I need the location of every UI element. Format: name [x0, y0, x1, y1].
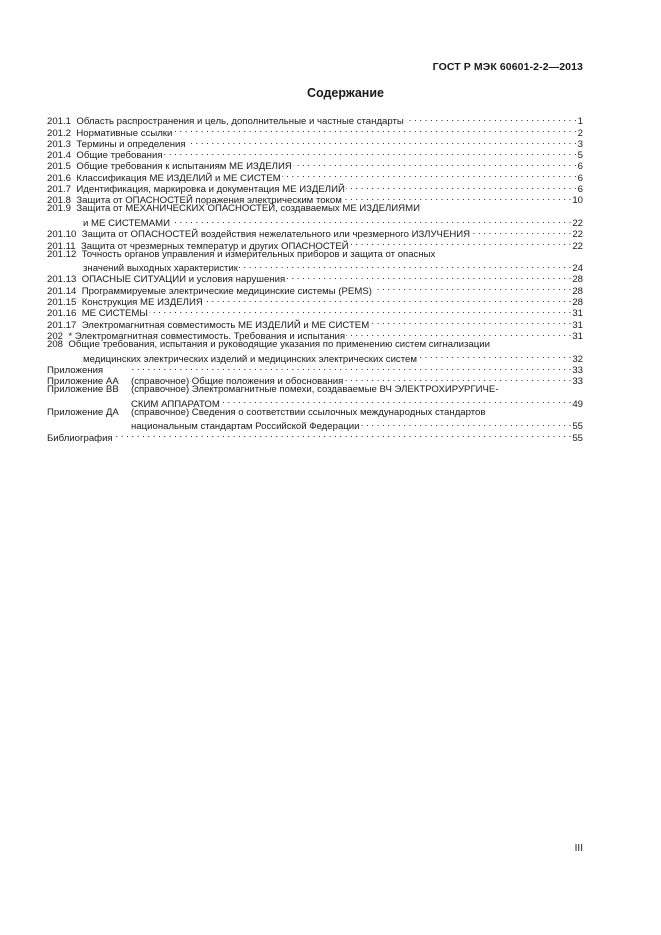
toc-entry-201-9-cont — [47, 215, 583, 229]
toc-entry-201-1 — [47, 113, 583, 128]
toc-page: 31 — [572, 330, 583, 342]
toc-page: 33 — [572, 376, 583, 388]
document-header: ГОСТ Р МЭК 60601-2-2—2013 — [432, 61, 583, 73]
toc-entry-appendix-da — [47, 407, 583, 418]
toc-title: МЕ СИСТЕМЫ — [81, 308, 148, 320]
toc-title: Защита от МЕХАНИЧЕСКИХ ОПАСНОСТЕЙ, создаваемых МЕ ИЗДЕЛИЯМИ — [76, 203, 420, 215]
toc-title: * Электромагнитная совместимость. Требования и испытания — [68, 330, 346, 342]
toc-title: Приложения — [47, 364, 104, 376]
toc-title-continued: значений выходных характеристик — [83, 263, 238, 275]
toc-page: 2 — [577, 127, 583, 139]
toc-number: 201.8 — [47, 195, 72, 207]
toc-number: 201.4 — [47, 150, 72, 162]
toc-page: 3 — [577, 138, 583, 150]
toc-number: 201.3 — [47, 138, 72, 150]
toc-number: 201.11 — [47, 240, 76, 252]
toc-page: 55 — [572, 421, 583, 433]
toc-page: 28 — [572, 274, 583, 286]
toc-title-continued: и МЕ СИСТЕМАМИ — [83, 217, 171, 229]
toc-title: Конструкция МЕ ИЗДЕЛИЯ — [81, 297, 203, 309]
toc-title: ОПАСНЫЕ СИТУАЦИИ и условия нарушения — [81, 274, 286, 286]
toc-entry-208-cont — [47, 350, 583, 365]
toc-title: (справочное) Электромагнитные помехи, создаваемые ВЧ ЭЛЕКТРОХИРУРГИЧЕ- — [131, 384, 499, 396]
toc-title-continued: национальным стандартам Российской Федерации — [131, 421, 360, 433]
toc-title: (справочное) Сведения о соответствии ссылочных международных стандартов — [131, 406, 486, 418]
toc-title: Классификация МЕ ИЗДЕЛИЙ и МЕ СИСТЕМ — [76, 172, 281, 184]
toc-page: 49 — [572, 398, 583, 410]
toc-entry-201-9 — [47, 203, 583, 214]
table-of-contents — [47, 113, 583, 444]
toc-number: 201.7 — [47, 184, 72, 196]
toc-page: 22 — [572, 217, 583, 229]
toc-page: 22 — [572, 240, 583, 252]
toc-number: 201.2 — [47, 127, 72, 139]
toc-page: 1 — [577, 116, 583, 128]
toc-number: 201.1 — [47, 116, 72, 128]
toc-number: 201.16 — [47, 308, 77, 320]
toc-title-continued: СКИМ АППАРАТОМ — [131, 398, 220, 410]
toc-page: 28 — [572, 297, 583, 309]
toc-title: Нормативные ссылки — [76, 127, 173, 139]
toc-number: 201.15 — [47, 297, 77, 309]
toc-entry-201-12 — [47, 249, 583, 260]
toc-number: 201.9 — [47, 203, 72, 215]
toc-entry-appendix-bb-cont — [47, 395, 583, 410]
toc-title-continued: медицинских электрических изделий и медицинских электрических систем — [83, 353, 417, 365]
toc-entry-201-12-cont — [47, 260, 583, 275]
toc-number: 208 — [47, 338, 64, 350]
toc-page: 32 — [572, 353, 583, 365]
toc-page: 10 — [572, 195, 583, 207]
toc-page: 28 — [572, 285, 583, 297]
toc-entry-208 — [47, 339, 583, 350]
toc-title: Общие требования — [76, 150, 163, 162]
toc-appendix-label: Приложение АА — [47, 376, 119, 388]
toc-title: Область распространения и цель, дополнительные и частные стандарты — [76, 116, 404, 128]
toc-title: Защита от чрезмерных температур и других ОПАСНОСТЕЙ — [80, 240, 349, 252]
toc-title: Общие требования к испытаниям МЕ ИЗДЕЛИЯ — [76, 161, 292, 173]
toc-number: 201.5 — [47, 161, 72, 173]
toc-title: Идентификация, маркировка и документация МЕ ИЗДЕЛИЙ — [76, 184, 345, 196]
toc-page: 31 — [572, 308, 583, 320]
toc-appendix-label: Приложение ВВ — [47, 384, 119, 396]
toc-page: 24 — [572, 263, 583, 275]
toc-page: 31 — [572, 319, 583, 331]
toc-page: 6 — [577, 161, 583, 173]
toc-title: Защита от ОПАСНОСТЕЙ поражения электрическим током — [76, 195, 342, 207]
toc-title: Термины и определения — [76, 138, 186, 150]
toc-page: 22 — [572, 229, 583, 241]
toc-number: 201.17 — [47, 319, 77, 331]
toc-page: 6 — [577, 172, 583, 184]
toc-title: (справочное) Общие положения и обоснования — [131, 376, 344, 388]
toc-page: 5 — [577, 150, 583, 162]
toc-title: Библиография — [47, 432, 113, 444]
toc-title: Программируемые электрические медицинские системы (PEMS) — [81, 285, 372, 297]
toc-number: 201.14 — [47, 285, 77, 297]
toc-title: Электромагнитная совместимость МЕ ИЗДЕЛИЙ и МЕ СИСТЕМ — [81, 319, 370, 331]
toc-entry-bibliography — [47, 429, 583, 444]
toc-number: 201.6 — [47, 172, 72, 184]
toc-title: Защита от ОПАСНОСТЕЙ воздействия нежелательного или чрезмерного ИЗЛУЧЕНИЯ — [81, 229, 471, 241]
toc-entry-appendix-da-cont — [47, 418, 583, 433]
toc-number: 201.10 — [47, 229, 77, 241]
toc-entry-appendix-bb — [47, 384, 583, 395]
toc-appendix-label: Приложение ДА — [47, 406, 119, 418]
toc-page: 6 — [577, 184, 583, 196]
toc-number: 201.13 — [47, 274, 77, 286]
toc-number: 202 — [47, 330, 64, 342]
toc-page: 33 — [572, 364, 583, 376]
toc-title: Общие требования, испытания и руководящие указания по применению систем сигнализации — [68, 338, 490, 350]
toc-title: Точность органов управления и измерительных приборов и защита от опасных — [81, 248, 436, 260]
page-title: Содержание — [306, 86, 384, 100]
toc-number: 201.12 — [47, 248, 77, 260]
toc-page: 55 — [572, 432, 583, 444]
page-number: III — [574, 843, 583, 854]
